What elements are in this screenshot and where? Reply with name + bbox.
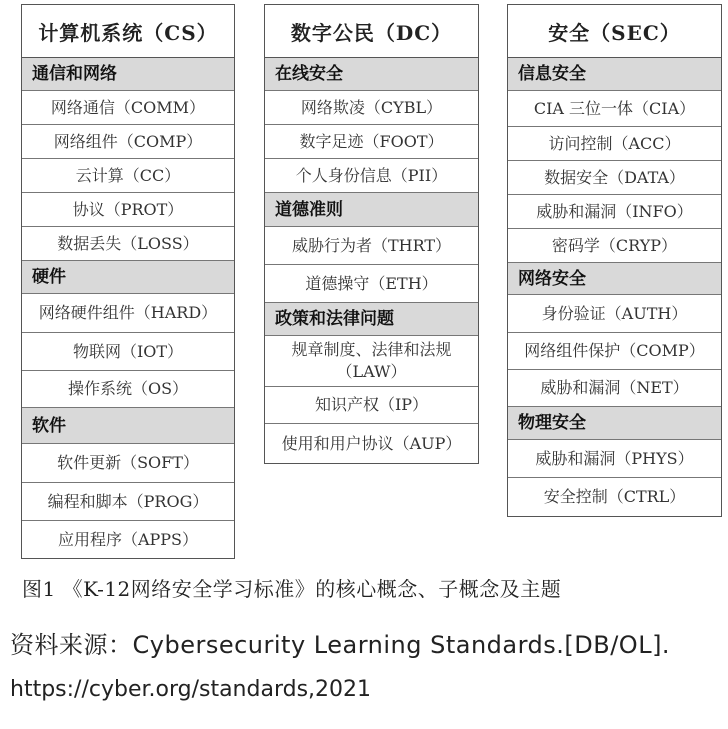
topic-cell: 身份验证（AUTH） [508,295,721,333]
topic-cell: 使用和用户协议（AUP） [281,433,462,453]
topic-cell: 个人身份信息（PII） [265,159,478,193]
topic-cell: 安全控制（CTRL） [543,487,686,506]
topic-cell: 密码学（CRYP） [508,229,721,263]
topic-cell: 编程和脚本（PROG） [22,483,234,521]
subconcept-header: 通信和网络 [22,58,234,91]
subconcept-header: 软件 [22,408,234,444]
subconcept-header: 在线安全 [265,58,478,91]
topic-cell: 访问控制（ACC） [508,127,721,161]
topic-cell: 数据安全（DATA） [508,161,721,195]
topic-cell: 操作系统（OS） [22,371,234,408]
column-security [507,4,722,517]
source-line: 资料来源：Cybersecurity Learning Standards.[DB/OL]. [10,631,671,659]
subconcept-header: 硬件 [22,261,234,294]
subconcept-header: 物理安全 [508,407,721,440]
topic-cell: 物联网（IOT） [22,333,234,371]
topic-cell: 威胁和漏洞（INFO） [508,195,721,229]
topic-cell: 威胁行为者（THRT） [265,227,478,265]
topic-cell: 网络欺凌（CYBL） [265,91,478,125]
column-computer-systems [21,4,235,559]
topic-cell: 威胁和漏洞（NET） [508,370,721,407]
topic-cell: 云计算（CC） [22,159,234,193]
topic-cell: 网络通信（COMM） [22,91,234,125]
topic-cell: 协议（PROT） [22,193,234,227]
source-url: https://cyber.org/standards,2021 [10,677,372,702]
topic-cell: 网络组件（COMP） [22,125,234,159]
subconcept-header: 信息安全 [508,58,721,91]
subconcept-header: 政策和法律问题 [265,303,478,336]
topic-cell: CIA 三位一体（CIA） [508,91,721,127]
figure-caption: 图1 《K-12网络安全学习标准》的核心概念、子概念及主题 [22,577,562,601]
column-digital-citizenship [264,4,479,464]
column-title-digital-citizenship: 数字公民（DC） [265,5,478,58]
topic-cell: 知识产权（IP） [265,387,478,424]
topic-cell: 网络硬件组件（HARD） [22,294,234,333]
topic-cell: 威胁和漏洞（PHYS） [508,440,721,478]
topic-cell: 软件更新（SOFT） [22,444,234,483]
topic-cell: 网络组件保护（COMP） [508,333,721,370]
topic-cell: 规章制度、法律和法规（LAW） [265,336,478,387]
column-title-security: 安全（SEC） [508,5,721,58]
topic-cell: 应用程序（APPS） [57,529,199,549]
column-title-computer-systems: 计算机系统（CS） [22,5,234,58]
topic-cell: 道德操守（ETH） [265,265,478,303]
topic-cell: 数据丢失（LOSS） [22,227,234,261]
subconcept-header: 网络安全 [508,263,721,295]
topic-cell: 数字足迹（FOOT） [265,125,478,159]
subconcept-header: 道德准则 [265,193,478,227]
